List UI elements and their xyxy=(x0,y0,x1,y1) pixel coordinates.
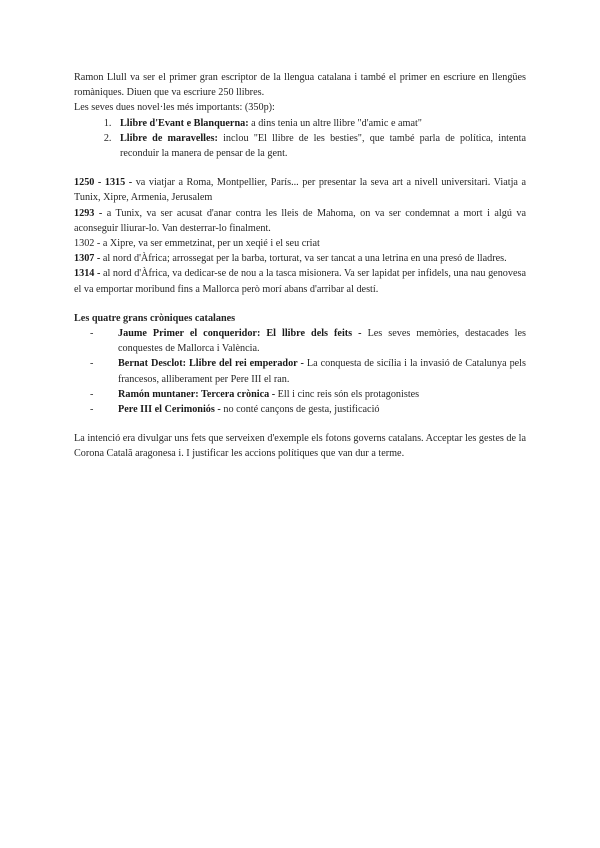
work-title: Llibre de maravelles: xyxy=(120,132,218,144)
conclusion-paragraph: La intenció era divulgar uns fets que serveixen d'exemple els fotons governs catalans. Acceptar les gestes de la Corona Catalã aragonesa i. I justificar les accions polítiques que van dur a terme. xyxy=(74,433,526,460)
chronicle-title: Jaume Primer el conqueridor: El llibre dels feits - xyxy=(118,328,362,340)
spacer xyxy=(74,417,526,431)
spacer xyxy=(74,161,526,175)
chronicle-description: Ell i cinc reis són els protagonistes xyxy=(275,388,420,400)
list-dash: - xyxy=(90,404,94,416)
timeline-entry xyxy=(74,236,526,251)
spacer xyxy=(74,297,526,311)
document-body xyxy=(74,70,526,462)
timeline-text: al nord d'Àfrica; arrossegat per la barba, torturat, va ser tancat a una letrina en una presó de lladres. xyxy=(100,253,507,265)
works-list xyxy=(74,116,526,162)
timeline-entry xyxy=(74,175,526,205)
timeline-date: 1307 - xyxy=(74,253,101,265)
chronicles-list xyxy=(74,326,526,417)
timeline-text: va viatjar a Roma, Montpellier, París... per presentar la seva art a nivell universitari. Viatja a Tunix, Xipre, Armenia, Jerusalem xyxy=(74,177,526,204)
novels-intro-line: Les seves dues novel·les més importants: (350p): xyxy=(74,102,275,114)
work-title: Llibre d'Evant e Blanquerna: xyxy=(120,117,249,129)
list-item xyxy=(90,402,526,417)
timeline-date: 1302 xyxy=(74,238,95,250)
work-description: a dins tenia un altre llibre "d'amic e amat" xyxy=(248,117,422,129)
chronicle-title: Bernat Desclot: Llibre del rei emperador - xyxy=(118,358,304,370)
timeline-date: 1314 - xyxy=(74,268,101,280)
timeline-text: - a Xipre, va ser emmetzinat, per un xeqié i el seu criat xyxy=(94,238,320,250)
section-heading: Les quatre grans cròniques catalanes xyxy=(74,312,236,324)
list-dash: - xyxy=(90,388,94,400)
timeline-text: a Tunix, va ser acusat d'anar contra les lleis de Mahoma, on va ser condemnat a mort i algú va aconseguir lliurar-lo. Van desterrar-lo finalment. xyxy=(74,207,526,234)
timeline xyxy=(74,175,526,297)
list-dash: - xyxy=(90,328,94,340)
chronicle-title: Pere III el Cerimoniós - xyxy=(118,404,221,416)
list-dash: - xyxy=(90,358,94,370)
chronicle-description: Les seves memòries, destacades les conquestes de Mallorca i València. xyxy=(118,328,526,355)
timeline-text: al nord d'Àfrica, va dedicar-se de nou a la tasca misionera. Va ser lapidat per infidels, una nau genovesa el va emportar moribund fins a Mallorca però morí abans d'arribar al destí. xyxy=(74,268,526,295)
list-item xyxy=(90,326,526,356)
timeline-date: 1293 - xyxy=(74,207,103,219)
intro-paragraph: Ramon Llull va ser el primer gran escriptor de la llengua catalana i també el primer en escriure en llengües romàniques. Diuen que va escriure 250 llibres. xyxy=(74,72,526,99)
timeline-entry xyxy=(74,206,526,236)
list-item xyxy=(114,131,526,161)
list-item xyxy=(114,116,526,131)
timeline-entry xyxy=(74,251,526,266)
timeline-entry xyxy=(74,266,526,296)
work-description: inclou "El llibre de les besties", que també parla de política, intenta reconduir la manera de pensar de la gent. xyxy=(120,132,526,160)
chronicle-description: La conquesta de sicília i la invasió de Catalunya pels francesos, alliberament per Pere III el ran. xyxy=(118,358,526,385)
list-item xyxy=(90,387,526,402)
list-item xyxy=(90,356,526,386)
chronicle-description: no conté cançons de gesta, justificació xyxy=(220,404,380,416)
timeline-date: 1250 - 1315 - xyxy=(74,177,133,189)
chronicle-title: Ramón muntaner: Tercera crònica - xyxy=(118,388,276,400)
